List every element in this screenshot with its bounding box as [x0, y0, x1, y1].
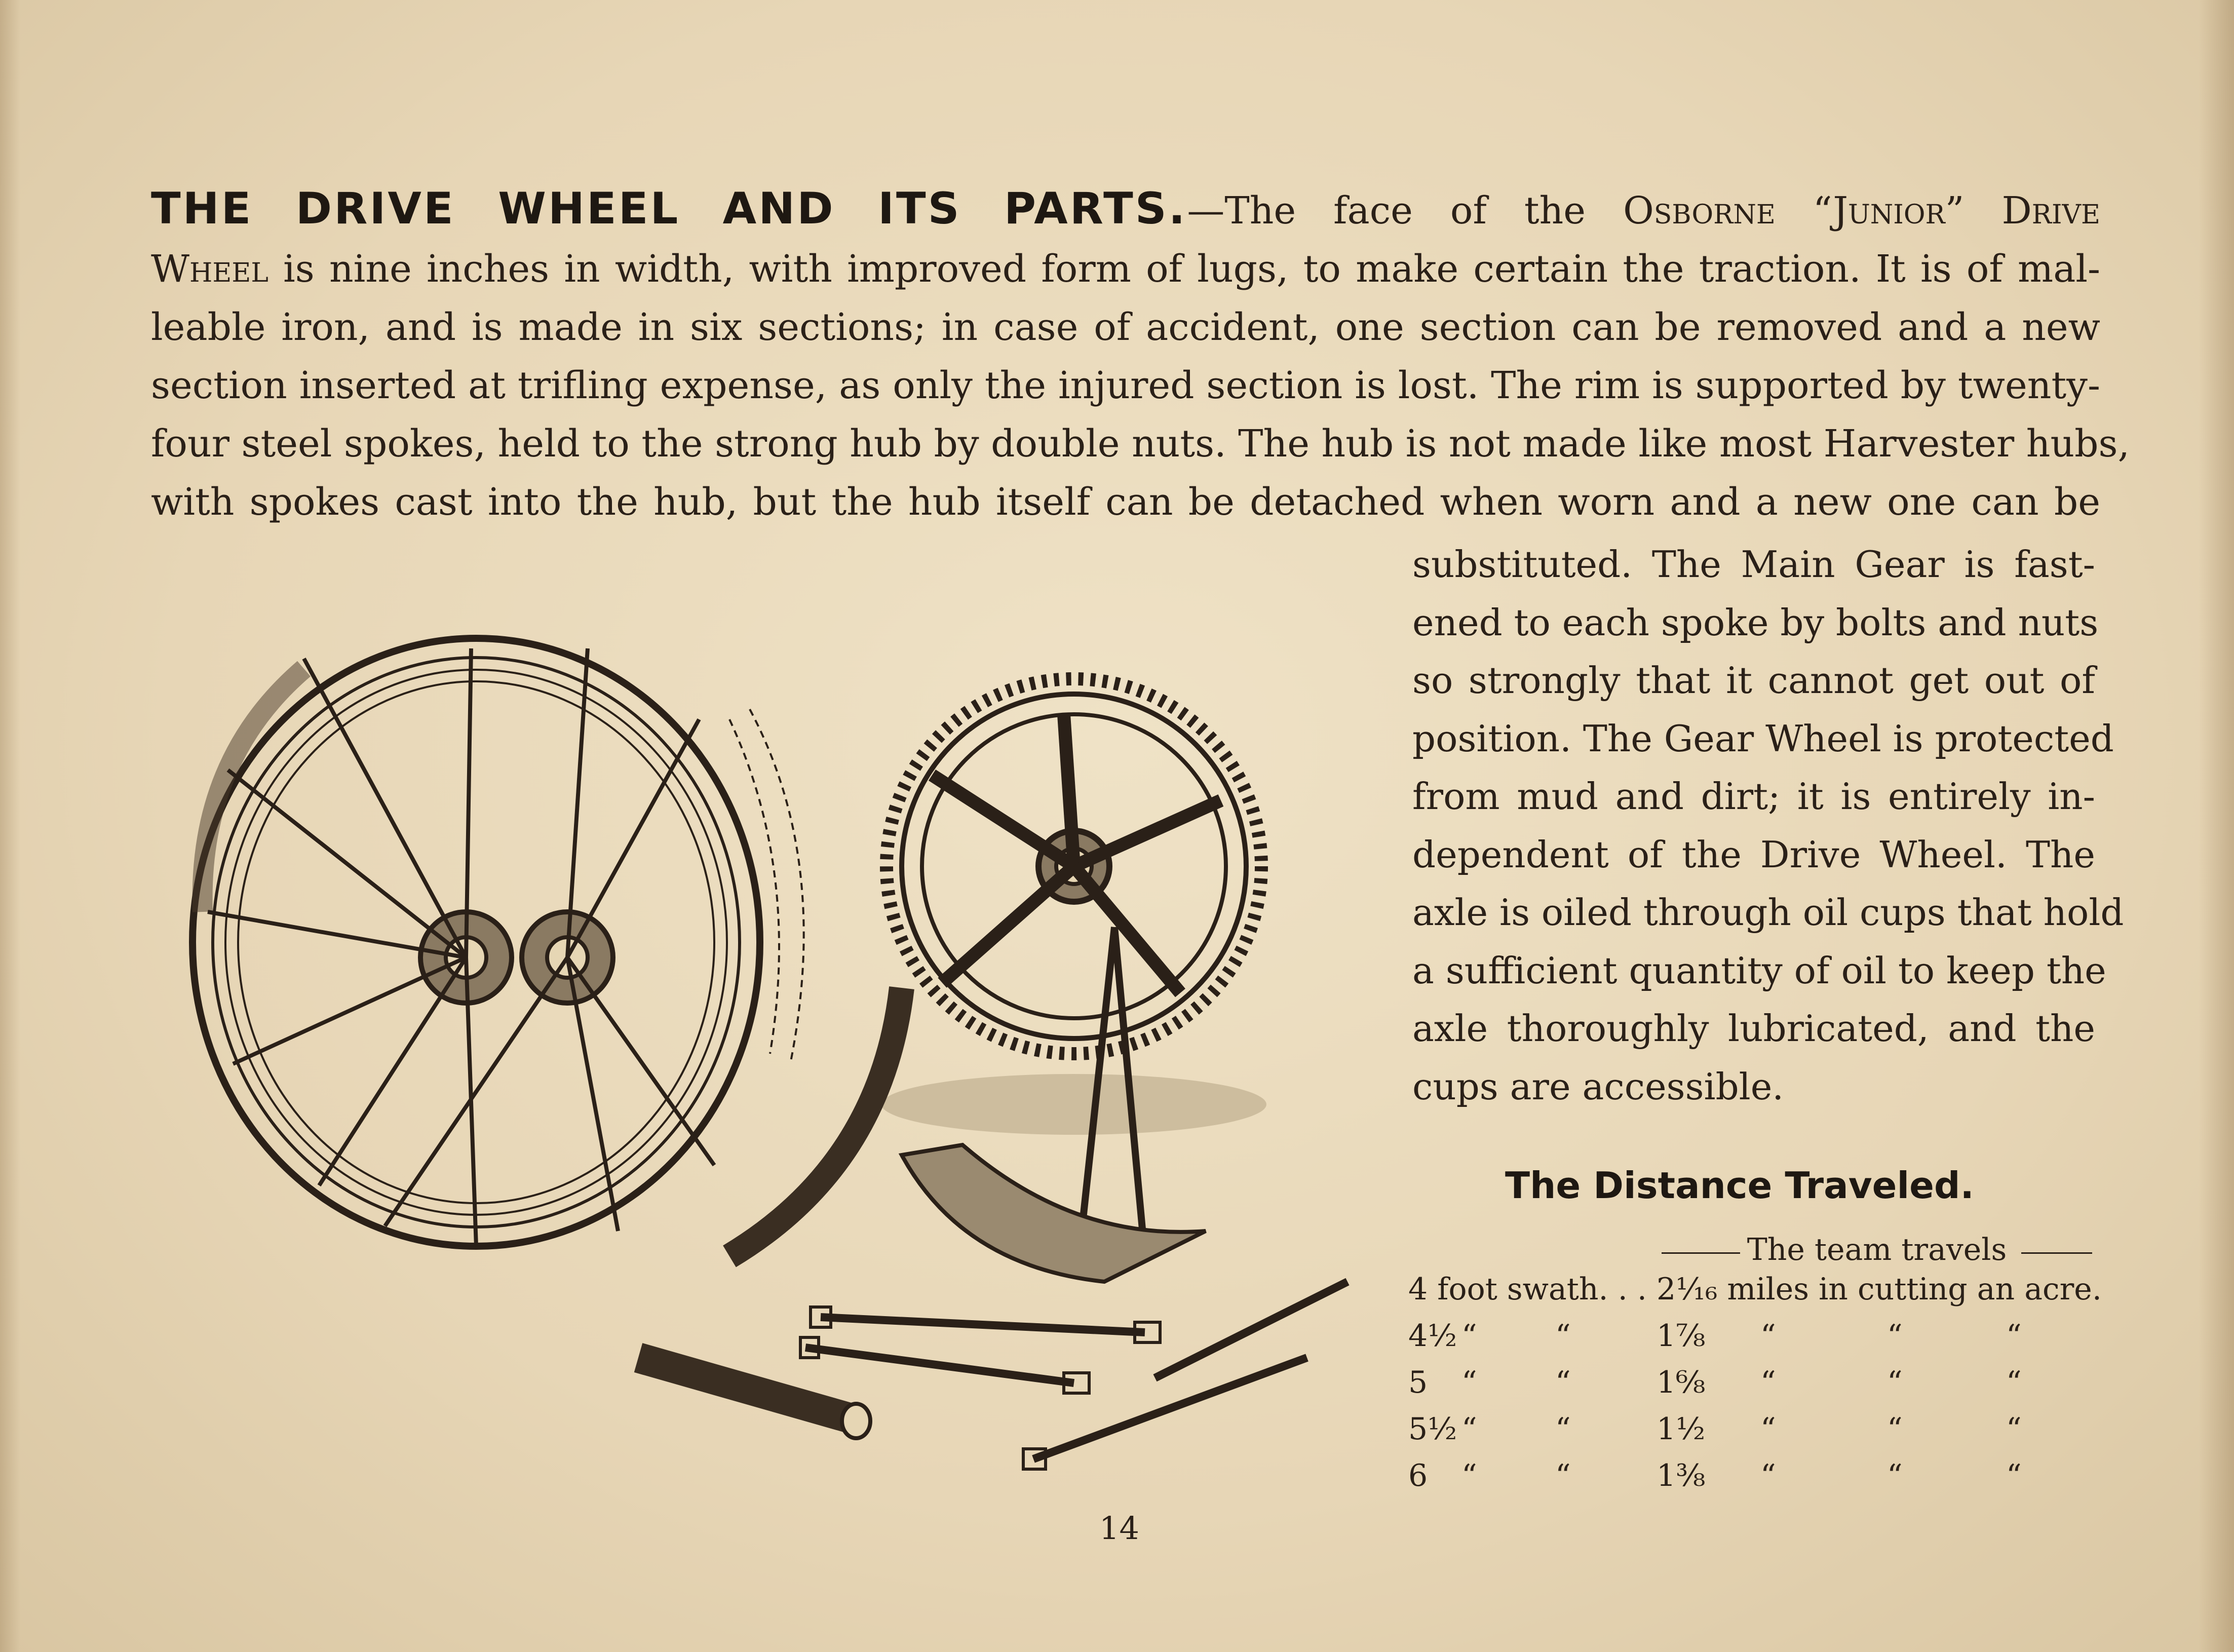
ditto-mark: “ [1555, 1458, 1571, 1493]
header-rule-right [2021, 1252, 2092, 1254]
miles-cell: 2¹⁄₁₆ [1657, 1272, 1718, 1307]
drive-wheel-illustration [152, 557, 1398, 1520]
ditto-mark: “ [1461, 1458, 1477, 1493]
swath-cell: 6 [1408, 1458, 1428, 1493]
ditto-mark: “ [1461, 1411, 1477, 1447]
team-travels-header [1662, 1232, 2092, 1273]
miles-cell: 1⁶⁄₈ [1657, 1365, 1706, 1400]
table-row [1408, 1365, 2097, 1411]
ditto-mark: “ [1461, 1318, 1477, 1354]
header-rule-left [1662, 1252, 1740, 1254]
heading-dash: — [1187, 189, 1225, 233]
ditto-mark: “ [1887, 1365, 1903, 1400]
ditto-mark: “ [1760, 1458, 1776, 1493]
table-row [1408, 1458, 2097, 1505]
column-line: so strongly that it cannot get out of [1412, 659, 2095, 702]
paragraph-line-6: with spokes cast into the hub, but the hub itself can be detached when worn and a new one can be [151, 480, 2100, 524]
column-line: axle thoroughly lubricated, and the [1412, 1007, 2095, 1050]
column-line: dependent of the Drive Wheel. The [1412, 833, 2095, 876]
right-column-text [1412, 535, 2124, 1116]
section-heading: THE DRIVE WHEEL AND ITS PARTS. [151, 183, 1187, 234]
miles-cell: 1³⁄₈ [1657, 1458, 1706, 1493]
ditto-mark: “ [1760, 1365, 1776, 1400]
paragraph-line-3: leable iron, and is made in six sections; in case of accident, one section can be removed and a new [151, 305, 2100, 349]
ditto-mark: “ [2006, 1458, 2022, 1493]
page-edge-right [2199, 0, 2234, 1652]
paragraph-line-1: THE DRIVE WHEEL AND ITS PARTS.—The face of the Osborne “Junior” Drive [151, 183, 2100, 234]
team-travels-label: The team travels [1747, 1232, 2007, 1267]
intro-paragraph [151, 180, 2130, 531]
paragraph-line-4: section inserted at trifling expense, as only the injured section is lost. The rim is supported by twenty- [151, 364, 2100, 407]
page-number: 14 [1099, 1510, 1139, 1547]
loose-bolts [800, 1282, 1347, 1469]
ditto-mark: “ [1887, 1458, 1903, 1493]
axle [638, 1358, 870, 1438]
miles-cell: 1⁷⁄₈ [1657, 1318, 1706, 1354]
drive-wheel [192, 638, 902, 1256]
rim-section [902, 1145, 1206, 1282]
column-line: ened to each spoke by bolts and nuts [1412, 601, 2099, 644]
gear-shadow [881, 1074, 1266, 1135]
ditto-mark: “ [1461, 1365, 1477, 1400]
paragraph-line-2: Wheel is nine inches in width, with improved form of lugs, to make certain the traction. It is of mal- [151, 247, 2100, 291]
table-row [1408, 1318, 2097, 1365]
product-name: Osborne “Junior” Drive [1623, 189, 2100, 233]
ditto-mark: “ [2006, 1365, 2022, 1400]
ditto-mark: “ [1555, 1318, 1571, 1354]
swath-cell: 5 [1408, 1365, 1428, 1400]
distance-table-title: The Distance Traveled. [1505, 1164, 1974, 1207]
ditto-mark: “ [1760, 1411, 1776, 1447]
acre-text: miles in cutting an acre. [1717, 1272, 2102, 1307]
column-line: position. The Gear Wheel is protected [1412, 717, 2114, 760]
column-line: from mud and dirt; it is entirely in- [1412, 775, 2095, 818]
swath-cell: 4½ [1408, 1318, 1457, 1354]
ditto-mark: “ [1555, 1411, 1571, 1447]
ditto-mark: “ [1887, 1318, 1903, 1354]
ditto-mark: “ [1760, 1318, 1776, 1354]
ditto-mark: “ [1887, 1411, 1903, 1447]
ditto-mark: “ [2006, 1411, 2022, 1447]
column-line: a sufficient quantity of oil to keep the [1412, 949, 2106, 992]
product-name-cont: Wheel [151, 247, 268, 291]
column-line: axle is oiled through oil cups that hold [1412, 891, 2124, 934]
swath-cell: 5½ [1408, 1411, 1457, 1447]
ditto-mark: “ [1555, 1365, 1571, 1400]
swath-cell: 4 foot swath. . . [1408, 1272, 1657, 1307]
paragraph-line-5: four steel spokes, held to the strong hub by double nuts. The hub is not made like most Harvester hubs, [151, 422, 2130, 466]
miles-cell: 1½ [1657, 1411, 1706, 1447]
ditto-mark: “ [2006, 1318, 2022, 1354]
column-line: cups are accessible. [1412, 1065, 1784, 1108]
distance-table [1408, 1272, 2102, 1505]
table-row [1408, 1411, 2097, 1458]
page-edge-left [0, 0, 20, 1652]
table-row [1408, 1272, 2102, 1318]
column-line: substituted. The Main Gear is fast- [1412, 543, 2095, 586]
